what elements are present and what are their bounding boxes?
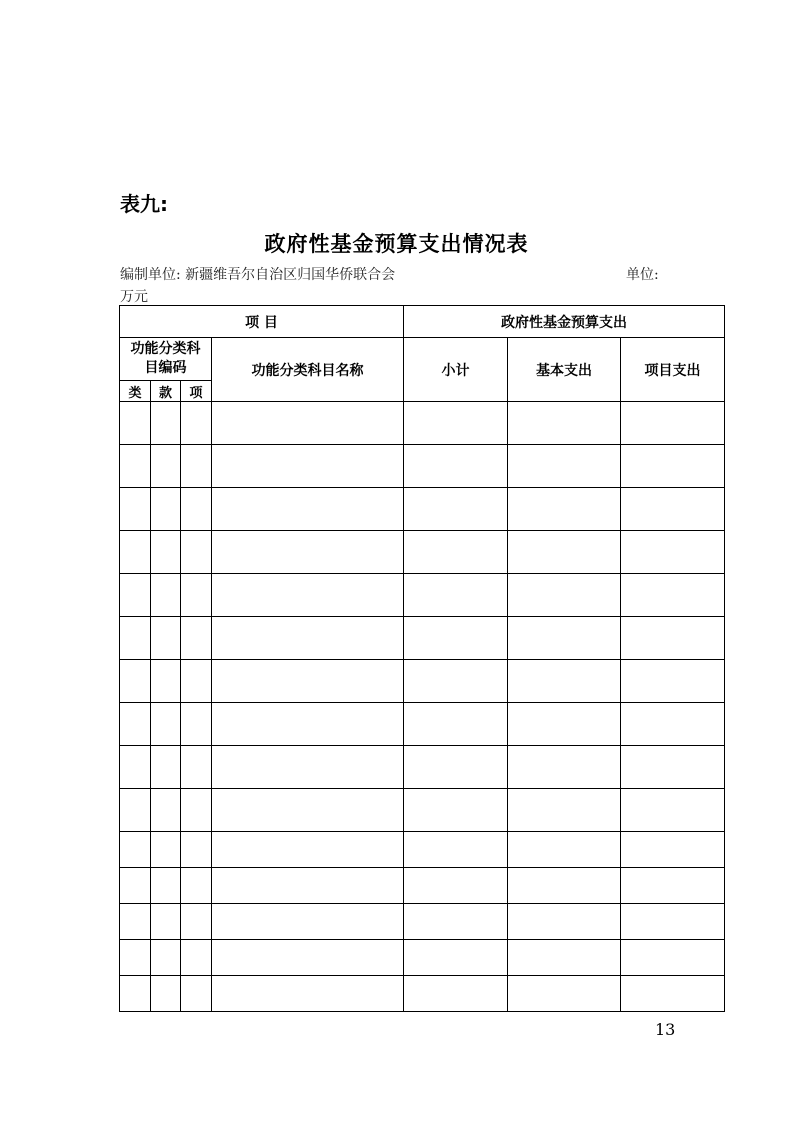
table-cell	[404, 904, 508, 940]
table-cell	[120, 445, 151, 488]
table-cell	[151, 868, 181, 904]
table-cell	[212, 940, 404, 976]
table-cell	[212, 617, 404, 660]
table-cell	[120, 976, 151, 1012]
table-cell	[212, 660, 404, 703]
table-cell	[621, 402, 725, 445]
table-cell	[181, 940, 212, 976]
table-cell	[120, 703, 151, 746]
table-cell	[120, 904, 151, 940]
table-cell	[181, 832, 212, 868]
table-cell	[404, 402, 508, 445]
table-cell	[621, 574, 725, 617]
table-cell	[621, 703, 725, 746]
table-cell	[621, 832, 725, 868]
table-cell	[508, 617, 621, 660]
header-lei: 类	[120, 381, 151, 402]
table-cell	[212, 574, 404, 617]
table-cell	[212, 976, 404, 1012]
table-cell	[151, 832, 181, 868]
budget-table-container	[119, 305, 725, 1012]
table-cell	[120, 660, 151, 703]
table-cell	[212, 703, 404, 746]
header-kuan: 款	[151, 381, 181, 402]
header-basic: 基本支出	[508, 338, 621, 402]
table-cell	[151, 904, 181, 940]
table-cell	[120, 617, 151, 660]
table-cell	[181, 904, 212, 940]
header-project: 项目支出	[621, 338, 725, 402]
table-cell	[404, 868, 508, 904]
table-row	[120, 976, 725, 1012]
table-cell	[151, 445, 181, 488]
table-cell	[508, 904, 621, 940]
table-cell	[212, 746, 404, 789]
table-row	[120, 868, 725, 904]
table-cell	[151, 789, 181, 832]
table-cell	[181, 617, 212, 660]
table-cell	[181, 703, 212, 746]
table-cell	[621, 531, 725, 574]
table-cell	[181, 445, 212, 488]
table-cell	[181, 531, 212, 574]
table-row	[120, 789, 725, 832]
table-cell	[508, 976, 621, 1012]
table-cell	[212, 402, 404, 445]
table-row	[120, 488, 725, 531]
table-cell	[151, 617, 181, 660]
table-cell	[621, 660, 725, 703]
table-cell	[181, 789, 212, 832]
table-cell	[404, 574, 508, 617]
table-row	[120, 445, 725, 488]
table-cell	[404, 940, 508, 976]
table-cell	[151, 488, 181, 531]
table-cell	[404, 832, 508, 868]
table-row	[120, 574, 725, 617]
header-name: 功能分类科目名称	[212, 338, 404, 402]
table-cell	[508, 789, 621, 832]
table-cell	[404, 789, 508, 832]
table-cell	[120, 402, 151, 445]
table-cell	[621, 976, 725, 1012]
table-cell	[212, 832, 404, 868]
table-row	[120, 703, 725, 746]
table-cell	[404, 746, 508, 789]
table-cell	[508, 868, 621, 904]
section-label: 表九:	[120, 192, 168, 216]
page-number: 13	[655, 1020, 676, 1039]
table-cell	[404, 660, 508, 703]
table-row	[120, 402, 725, 445]
header-item: 项 目	[120, 306, 404, 338]
table-cell	[404, 531, 508, 574]
table-cell	[151, 531, 181, 574]
table-cell	[212, 904, 404, 940]
compiler-unit: 编制单位: 新疆维吾尔自治区归国华侨联合会	[120, 267, 396, 283]
table-cell	[404, 703, 508, 746]
unit-label: 单位:	[626, 267, 659, 283]
table-cell	[621, 868, 725, 904]
table-cell	[212, 789, 404, 832]
table-cell	[151, 703, 181, 746]
header-budget: 政府性基金预算支出	[404, 306, 725, 338]
table-cell	[621, 940, 725, 976]
table-cell	[151, 660, 181, 703]
table-cell	[181, 868, 212, 904]
header-row-2	[120, 338, 725, 381]
table-cell	[621, 445, 725, 488]
table-cell	[120, 832, 151, 868]
table-cell	[508, 703, 621, 746]
table-cell	[151, 976, 181, 1012]
table-cell	[508, 488, 621, 531]
table-cell	[120, 940, 151, 976]
table-cell	[621, 617, 725, 660]
header-code-group: 功能分类科目编码	[120, 338, 212, 381]
header-row-1	[120, 306, 725, 338]
table-row	[120, 940, 725, 976]
table-cell	[151, 940, 181, 976]
table-cell	[120, 488, 151, 531]
table-cell	[621, 746, 725, 789]
table-cell	[621, 789, 725, 832]
table-cell	[120, 746, 151, 789]
unit-value: 万元	[120, 289, 148, 305]
table-cell	[508, 574, 621, 617]
table-cell	[212, 868, 404, 904]
table-cell	[508, 832, 621, 868]
table-cell	[621, 488, 725, 531]
table-cell	[404, 488, 508, 531]
table-cell	[151, 746, 181, 789]
header-xiang: 项	[181, 381, 212, 402]
table-cell	[181, 574, 212, 617]
table-cell	[120, 868, 151, 904]
table-cell	[508, 531, 621, 574]
table-cell	[181, 976, 212, 1012]
table-cell	[120, 574, 151, 617]
table-cell	[212, 445, 404, 488]
table-cell	[212, 488, 404, 531]
table-cell	[404, 445, 508, 488]
table-cell	[508, 660, 621, 703]
table-cell	[181, 660, 212, 703]
table-row	[120, 746, 725, 789]
table-row	[120, 617, 725, 660]
table-row	[120, 904, 725, 940]
page-title: 政府性基金预算支出情况表	[264, 232, 529, 256]
table-cell	[181, 402, 212, 445]
table-cell	[120, 789, 151, 832]
table-cell	[508, 746, 621, 789]
table-cell	[212, 531, 404, 574]
table-cell	[508, 402, 621, 445]
table-row	[120, 660, 725, 703]
table-row	[120, 832, 725, 868]
table-cell	[508, 445, 621, 488]
budget-table	[119, 305, 725, 1012]
table-row	[120, 531, 725, 574]
table-cell	[404, 617, 508, 660]
table-cell	[120, 531, 151, 574]
table-cell	[151, 574, 181, 617]
header-subtotal: 小计	[404, 338, 508, 402]
table-cell	[621, 904, 725, 940]
table-cell	[404, 976, 508, 1012]
table-cell	[151, 402, 181, 445]
table-cell	[181, 488, 212, 531]
table-cell	[181, 746, 212, 789]
table-cell	[508, 940, 621, 976]
